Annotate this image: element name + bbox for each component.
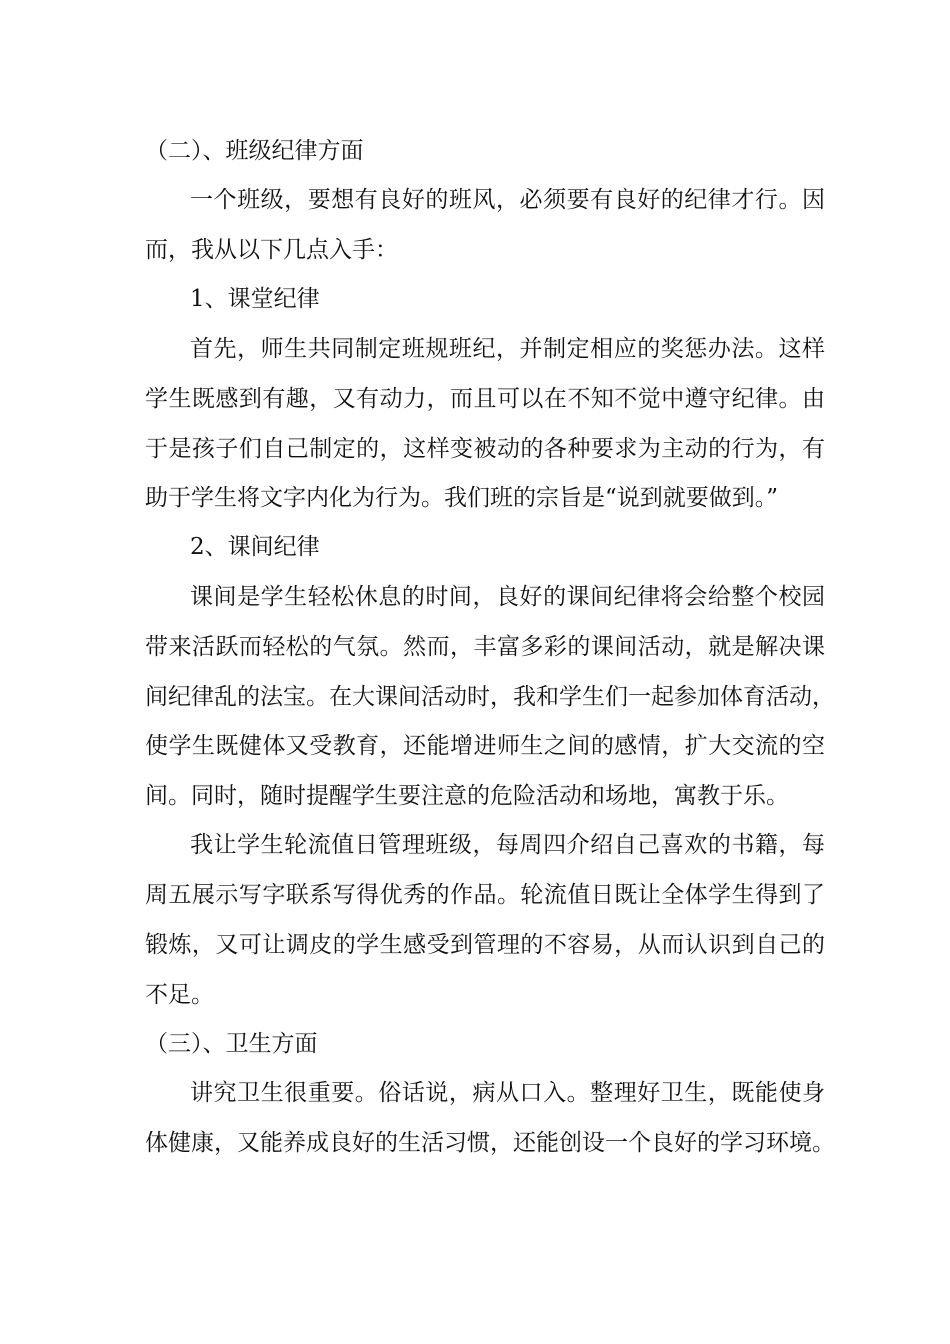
paragraph-line: 助于学生将文字内化为行为。我们班的宗旨是“说到就要做到。” xyxy=(145,485,779,511)
paragraph-line: 讲究卫生很重要。俗话说，病从口入。整理好卫生，既能使身 xyxy=(190,1080,825,1106)
paragraph-line: 于是孩子们自己制定的，这样变被动的各种要求为主动的行为，有 xyxy=(145,436,825,462)
paragraph-line: 一个班级，要想有良好的班风，必须要有良好的纪律才行。因 xyxy=(190,187,825,213)
subheading-classroom-discipline: 1、课堂纪律 xyxy=(190,286,320,312)
paragraph-line: 学生既感到有趣，又有动力，而且可以在不知不觉中遵守纪律。由 xyxy=(145,386,825,412)
paragraph-line: 锻炼，又可让调皮的学生感受到管理的不容易，从而认识到自己的 xyxy=(145,932,825,958)
paragraph-line: 我让学生轮流值日管理班级，每周四介绍自己喜欢的书籍，每 xyxy=(190,832,825,858)
paragraph-line: 不足。 xyxy=(145,982,214,1008)
paragraph-line: 周五展示写字联系写得优秀的作品。轮流值日既让全体学生得到了 xyxy=(145,882,825,908)
paragraph-line: 课间是学生轻松休息的时间，良好的课间纪律将会给整个校园 xyxy=(190,584,825,610)
paragraph-line: 首先，师生共同制定班规班纪，并制定相应的奖惩办法。这样 xyxy=(190,336,825,362)
paragraph-line: 而，我从以下几点入手： xyxy=(145,237,398,263)
section-heading-hygiene: （三）、卫生方面 xyxy=(145,1031,318,1057)
paragraph-line: 体健康，又能养成良好的生活习惯，还能创设一个良好的学习环境。 xyxy=(145,1130,835,1156)
paragraph-line: 带来活跃而轻松的气氛。然而，丰富多彩的课间活动，就是解决课 xyxy=(145,634,825,660)
section-heading-discipline: （二）、班级纪律方面 xyxy=(145,138,364,164)
paragraph-line: 间。同时，随时提醒学生要注意的危险活动和场地，寓教于乐。 xyxy=(145,783,789,809)
subheading-break-discipline: 2、课间纪律 xyxy=(190,534,320,560)
paragraph-line: 使学生既健体又受教育，还能增进师生之间的感情，扩大交流的空 xyxy=(145,733,825,759)
paragraph-line: 间纪律乱的法宝。在大课间活动时，我和学生们一起参加体育活动， xyxy=(145,684,835,710)
